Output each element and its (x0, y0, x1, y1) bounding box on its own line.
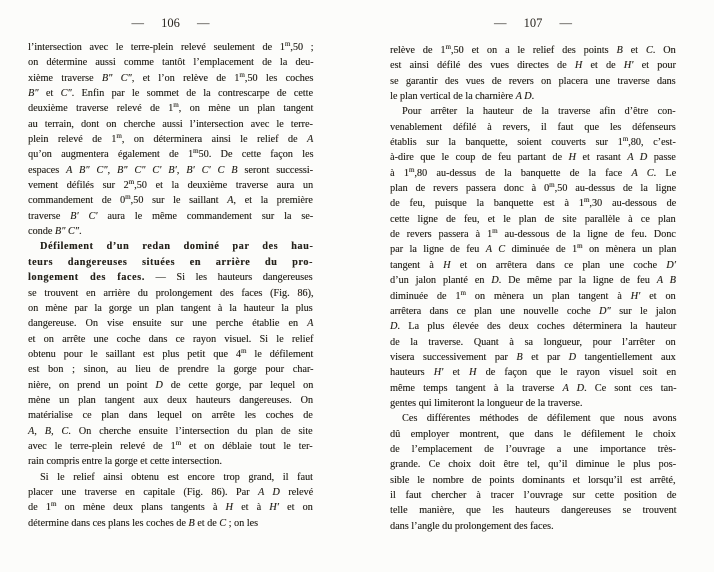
text-line: qu’on augmentera également de 1$^m$50. De cette façon les (28, 147, 314, 161)
text-line: D. La plus élevée des deux coches déterminera la hauteur (390, 321, 677, 333)
text-line: dû employer montrent, que dans le défilement le choix (390, 428, 676, 440)
text-line: longement des faces. — Si les hauteurs dangereuses (28, 272, 313, 284)
text-line: à-dire que le coup de feu partant de H et rasant A D passe (390, 152, 676, 164)
paragraph-with-heading (28, 239, 313, 469)
book-page-107 (390, 0, 676, 572)
text-line: de revers passera à 1$^m$ au-dessous de la ligne de feu. Donc (390, 227, 676, 241)
text-line: plan de revers passera donc à 0$^m$,50 au-dessus de la ligne (390, 181, 677, 195)
text-line: venablement défilé à revers, il faut que les défenseurs (390, 121, 676, 133)
text-line: même temps tangent à la traverse A D. Ce sont ces tan- (390, 382, 677, 394)
text-line: gentes qui limiteront la longueur de la traverse. (390, 397, 583, 409)
page-text-column (390, 43, 676, 534)
text-line: sible le nombre de points dominants et lorsqu’il est arrêté, (390, 474, 676, 486)
text-line: B″ et C″. Enfin par le sommet de la contrescarpe de cette (28, 88, 313, 100)
text-line: détermine dans ces plans les coches de B et de C ; on les (28, 517, 259, 529)
text-line: commandement de 0$^m$,50 sur le saillant A, et la première (28, 193, 313, 207)
text-line: diminuée de 1$^m$ on mènera un plan tangent à H′ et on (390, 288, 676, 302)
text-line: tangent à H et on arrêtera dans ce plan une coche D′ (390, 259, 676, 271)
text-line: hauteurs H′ et H de façon que le rayon visuel soit en (390, 367, 677, 379)
text-line: de la traverse. Quant à sa longueur, pour l’arrêter on (390, 336, 676, 348)
text-line: teurs dangereuses situées en arrière du pro- (28, 256, 313, 268)
text-line: nière, on prend un point D de cette gorge, par lequel on (28, 379, 314, 391)
text-line: Pour arrêter la hauteur de la traverse afin d’être con- (402, 106, 676, 118)
text-line: arrêtera dans ce plan une nouvelle coche D″ sur le jalon (390, 305, 677, 317)
paragraph (390, 104, 676, 411)
text-line: deuxième traverse relevé de 1$^m$, on mène un plan tangent (28, 101, 314, 115)
page-number-label: — 106 — (131, 16, 210, 30)
text-line: se garantir des vues de revers on placera une traverse dans (390, 75, 676, 87)
text-line: on mène par la gorge un plan tangent à la hauteur la plus (28, 302, 313, 314)
text-line: d’un jalon planté en D. De même par la ligne de feu A B (390, 275, 676, 287)
text-line: matérialise ce plan dans lequel on arrête les coches de (28, 410, 313, 422)
text-line: visera successivement par B et par D tangentiellement aux (390, 351, 676, 363)
text-line: de 1$^m$ on mène deux plans tangents à H et à H′ et on (28, 500, 313, 514)
paragraph (390, 43, 676, 104)
text-line: dans l’angle du prolongement des faces. (390, 520, 554, 532)
paragraph (28, 40, 313, 239)
paragraph (390, 411, 676, 534)
text-line: établis sur la banquette, soient couverts sur 1$^m$,80, c’est- (390, 135, 676, 149)
text-line: rain compris entre la gorge et cette intersection. (28, 456, 222, 468)
page-header (390, 16, 676, 31)
text-line: Défilement d’un redan dominé par des hau- (40, 241, 314, 253)
text-line: de l’emplacement de l’ouvrage a une importance très- (390, 443, 676, 455)
text-line: A, B, C. On cherche ensuite l’intersection du plan de site (28, 425, 313, 437)
page-number-label: — 107 — (494, 16, 572, 30)
text-line: grande. Ce choix doit être tel, qu’il diminue le plus pos- (390, 459, 677, 471)
text-line: Ces différentes méthodes de défilement que nous avons (402, 413, 677, 425)
text-line: mène un plan tangent aux deux hauteurs dangereuses. On (28, 394, 313, 406)
text-line: traverse B′ C′ aura le même commandement sur la se- (28, 210, 314, 222)
text-line: placer une traverse en capitale (Fig. 86). Par A D relevé (28, 486, 314, 498)
text-line: on détermine aussi comme tantôt l’emplacement de la deu- (28, 57, 314, 69)
text-line: à 1$^m$,80 au-dessus de la banquette de la face A C. Le (390, 165, 677, 179)
text-line: est ainsi défilé des vues directes de H et de H′ et pour (390, 60, 676, 72)
text-line: l’intersection avec le terre-plein relevé seulement de 1$^m$,50 ; (28, 40, 314, 53)
text-line: Si le relief ainsi obtenu est encore trop grand, il faut (40, 471, 313, 483)
text-line: cette ligne de feu, et le plan de site parallèle à ce plan (390, 213, 676, 225)
text-line: il faut chercher à tracer l’ouvrage sur cette position de (390, 489, 677, 501)
text-line: au terrain, dont on cherche aussi l’intersection avec le terre- (28, 118, 313, 130)
text-line: plein relevé de 1$^m$, on déterminera ainsi le relief de A (28, 132, 314, 146)
text-line: se trouvent en arrière du prolongement des faces (Fig. 86), (28, 287, 314, 299)
text-line: xième traverse B″ C″, et l’on relève de 1$^m$,50 les coches (28, 70, 314, 84)
page-text-column (28, 40, 313, 531)
text-line: telle manière, que les hauteurs dangereuses se trouvent (390, 505, 677, 517)
text-line: conde B″ C″. (28, 226, 82, 238)
text-line: est bon ; sinon, au lieu de prendre la gorge pour char- (28, 364, 314, 376)
text-line: et on arrête une coche dans ce rayon visuel. Si le relief (28, 333, 314, 345)
text-line: le plan vertical de la charnière A D. (390, 91, 535, 103)
text-line: obtenu pour le saillant est plus petit que 4$^m$ le défilement (28, 346, 314, 360)
book-page-106 (28, 0, 313, 572)
text-line: avec le terre-plein relevé de 1$^m$ et on déblaie tout le ter- (28, 438, 313, 452)
text-line: par la ligne de feu A C diminuée de 1$^m$ on mènera un plan (390, 242, 677, 256)
page-header (28, 16, 313, 31)
text-line: dangereuse. On vise ensuite sur une perche établie en A (28, 318, 314, 330)
paragraph (28, 470, 313, 531)
text-line: de feu, puisque la banquette est à 1$^m$,30 au-dessous de (390, 196, 677, 210)
text-line: espaces A B″ C″, B″ C″ C′ B′, B′ C′ C B seront successi- (28, 164, 313, 176)
text-line: relève de 1$^m$,50 et on a le relief des points B et C. On (390, 43, 676, 56)
text-line: vement défilés sur 2$^m$,50 et la deuxième traverse aura un (28, 178, 314, 192)
